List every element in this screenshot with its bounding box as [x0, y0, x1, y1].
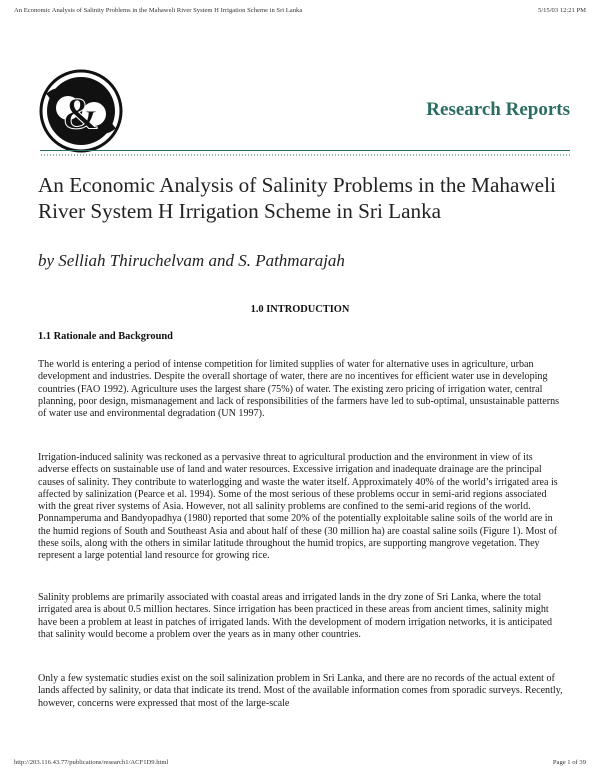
subsection-heading: 1.1 Rationale and Background [38, 331, 173, 342]
print-footer [14, 759, 586, 766]
logo-emblem-icon [38, 68, 124, 154]
print-footer-url: http://203.116.43.77/publications/research1/ACF1D9.html [14, 759, 169, 766]
paragraph: The world is entering a period of intense competition for limited supplies of water for alternative uses in agriculture, urban development and industries. Despite the overall shortage of water, there are no incentives for efficient water use in developing countries (FAO 1992). Agriculture uses the largest share (75%) of water. The existing zero pricing of irrigation water, central planning, poor design, mismanagement and lack of responsibilities of the farmers have led to sub-optimal, unsustainable patterns of water use and environmental degradation (UN 1997). [38, 359, 560, 420]
print-footer-page: Page 1 of 39 [552, 759, 586, 766]
logo-ampersand: & [62, 89, 100, 138]
print-header-title: An Economic Analysis of Salinity Problems in the Mahaweli River System H Irrigation Scheme in Sri Lanka [14, 7, 303, 14]
print-header-timestamp: 5/15/03 12:21 PM [538, 7, 586, 14]
idrc-logo[interactable] [38, 68, 124, 154]
research-reports-heading: Research Reports [426, 99, 570, 120]
article-authors: by Selliah Thiruchelvam and S. Pathmarajah [38, 251, 345, 270]
section-heading: 1.0 INTRODUCTION [250, 304, 350, 315]
print-header [14, 7, 586, 14]
paragraph: Irrigation-induced salinity was reckoned as a pervasive threat to agricultural production and the environment in view of its adverse effects on sustainable use of land and water resources. Excessive irrigation and inadequate drainage are the principal causes of salinity. They contribute to waterlogging and waste the water itself. Approximately 40% of the world’s irrigated area is affected by salinization (Pearce et al. 1994). Some of the most serious of these problems occur in semi-arid regions associated with the great river systems of Asia. However, not all salinity problems are confined to the semi-arid regions of the world. Ponnamperuma and Bandyopadhya (1980) reported that some 20% of the potentially exploitable saline soils of the world are in the humid regions of South and Southeast Asia and about half of these (30 million ha) are coastal saline soils (Figure 1). Most of these soils, along with the others in similar latitude throughout the humid tropics, are supporting mangrove vegetation. They represent a large potential land resource for growing rice. [38, 452, 558, 562]
paragraph: Salinity problems are primarily associated with coastal areas and irrigated lands in the dry zone of Sri Lanka, where the total irrigated area is about 0.5 million hectares. Since irrigation has been practiced in these areas from ancient times, salinity might have been a problem at least in patches of irrigated lands. With the development of modern irrigation networks, it is anticipated that salinity would become a problem over the years as in many other countries. [38, 592, 553, 640]
article-title: An Economic Analysis of Salinity Problems in the Mahaweli River System H Irrigation Scheme in Sri Lanka [38, 173, 556, 223]
paragraph: Only a few systematic studies exist on the soil salinization problem in Sri Lanka, and there are no records of the actual extent of lands affected by salinity, or data that indicate its trend. Most of the available information comes from sporadic surveys. Recently, however, concerns were expressed that most of the large-scale [38, 673, 563, 709]
header-rule-dots [40, 154, 570, 156]
